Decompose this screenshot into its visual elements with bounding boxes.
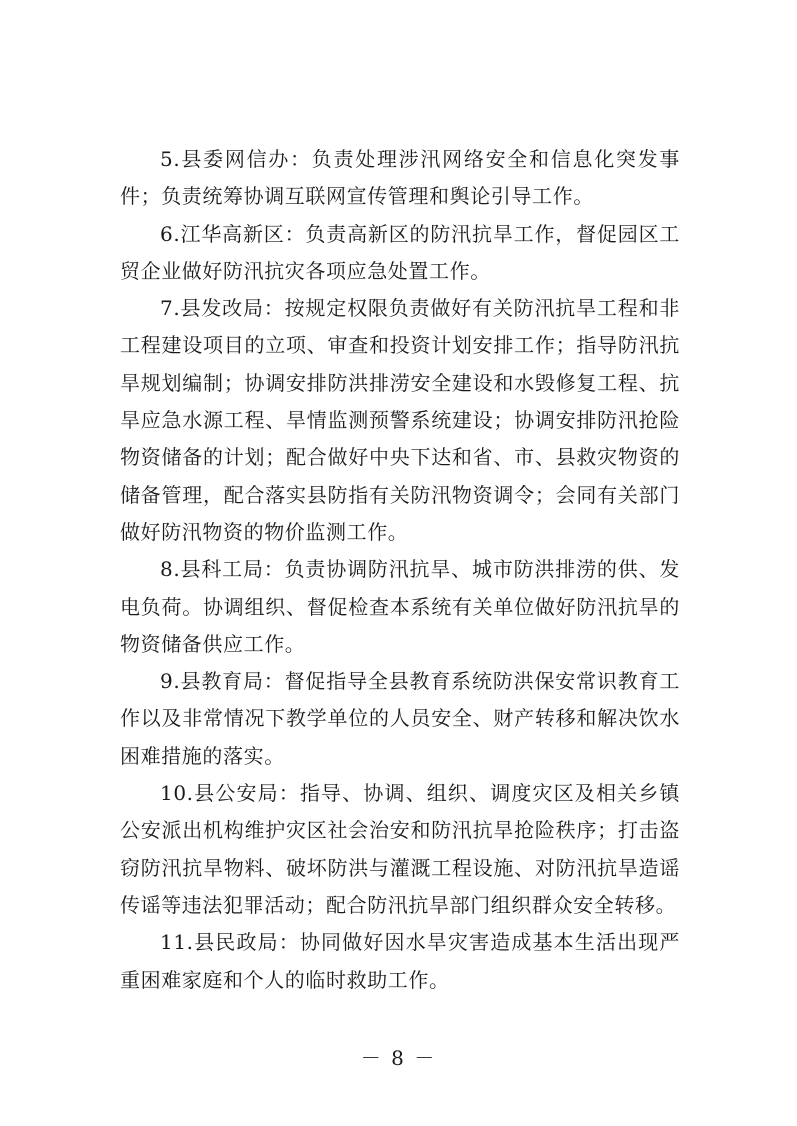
document-body <box>120 141 680 999</box>
page-number: － 8 － <box>360 1046 437 1070</box>
paragraph-item-10: 10.县公安局：指导、协调、组织、调度灾区及相关乡镇公安派出机构维护灾区社会治安和防汛抗旱抢险秩序；打击盗窃防汛抗旱物料、破坏防洪与灌溉工程设施、对防汛抗旱造谣传谣等违法犯罪活动；配合防汛抗旱部门组织群众安全转移。 <box>120 781 680 917</box>
paragraph-item-5: 5.县委网信办：负责处理涉汛网络安全和信息化突发事件；负责统筹协调互联网宣传管理和舆论引导工作。 <box>120 147 680 209</box>
paragraph-item-7: 7.县发改局：按规定权限负责做好有关防汛抗旱工程和非工程建设项目的立项、审查和投资计划安排工作；指导防汛抗旱规划编制；协调安排防洪排涝安全建设和水毁修复工程、抗旱应急水源工程、旱情监测预警系统建设；协调安排防汛抢险物资储备的计划；配合做好中央下达和省、市、县救灾物资的储备管理，配合落实县防指有关防汛物资调令；会同有关部门做好防汛物资的物价监测工作。 <box>120 296 680 544</box>
paragraph-item-9: 9.县教育局：督促指导全县教育系统防洪保安常识教育工作以及非常情况下教学单位的人员安全、财产转移和解决饮水困难措施的落实。 <box>120 669 680 768</box>
paragraph-item-8: 8.县科工局：负责协调防汛抗旱、城市防洪排涝的供、发电负荷。协调组织、督促检查本系统有关单位做好防汛抗旱的物资储备供应工作。 <box>120 557 680 656</box>
paragraph-item-11: 11.县民政局：协同做好因水旱灾害造成基本生活出现严重困难家庭和个人的临时救助工作。 <box>120 930 680 992</box>
paragraph-item-6: 6.江华高新区：负责高新区的防汛抗旱工作，督促园区工贸企业做好防汛抗灾各项应急处置工作。 <box>120 221 680 283</box>
